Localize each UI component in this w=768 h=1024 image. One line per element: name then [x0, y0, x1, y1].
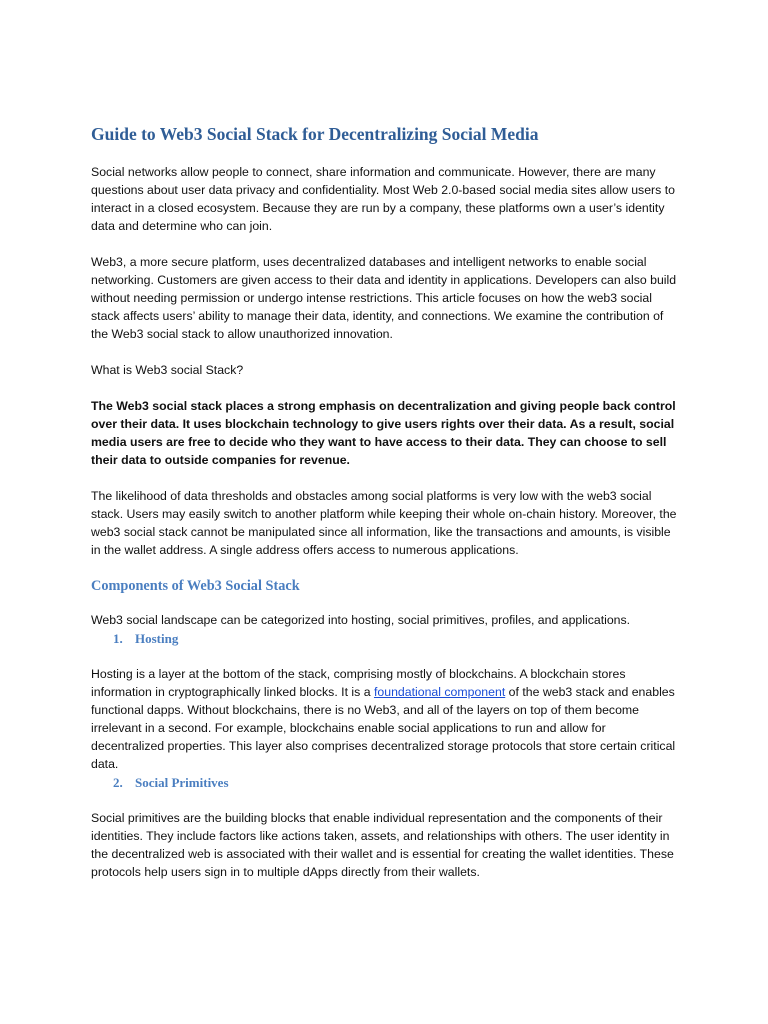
hosting-heading	[91, 629, 679, 649]
hosting-text-before-link: Hosting is a layer at the bottom of the stack, comprising mostly of blockchains. A blockchain stores information in cryptographically linked blocks. It is a	[91, 667, 626, 699]
hosting-text-after-link: of the web3 stack and enables functional dapps. Without blockchains, there is no Web3, and all of the layers on top of them become irrelevant in a second. For example, blockchains enable social applications to run and allow for decentralized properties. This layer also comprises decentralized storage protocols that store certain critical data.	[91, 685, 676, 771]
web3-paragraph: Web3, a more secure platform, uses decentralized databases and intelligent networks to enable social networking. Customers are given access to their data and identity in applications. Developers can also build without needing permission or undergo intense restrictions. This article focuses on how the web3 social stack affects users’ ability to manage their data, identity, and connections. We examine the contribution of the Web3 social stack to allow unauthorized innovation.	[91, 255, 677, 341]
landscape-paragraph: Web3 social landscape can be categorized into hosting, social primitives, profiles, and applications.	[91, 613, 631, 627]
likelihood-paragraph: The likelihood of data thresholds and obstacles among social platforms is very low with the web3 social stack. Users may easily switch to another platform while keeping their whole on-chain history. Moreover, the web3 social stack cannot be manipulated since all information, like the transactions and amounts, is visible in the wallet address. A single address offers access to numerous applications.	[91, 489, 677, 557]
question-paragraph: What is Web3 social Stack?	[91, 363, 244, 377]
foundational-component-link[interactable]: foundational component	[373, 685, 506, 699]
social-primitives-title: Social Primitives	[135, 775, 229, 790]
social-primitives-number: 2.	[113, 775, 123, 790]
hosting-paragraph	[91, 665, 679, 773]
document-title: Guide to Web3 Social Stack for Decentralizing Social Media	[91, 124, 539, 144]
document-body	[91, 122, 679, 881]
intro-paragraph: Social networks allow people to connect, share information and communicate. However, there are many questions about user data privacy and confidentiality. Most Web 2.0-based social media sites allow users to interact in a closed ecosystem. Because they are run by a company, these platforms own a user’s identity data and determine who can join.	[91, 165, 675, 233]
hosting-title: Hosting	[135, 631, 179, 646]
bold-paragraph: The Web3 social stack places a strong emphasis on decentralization and giving people back control over their data. It uses blockchain technology to give users rights over their data. As a result, social media users are free to decide who they want to have access to their data. They can choose to sell their data to outside companies for revenue.	[91, 399, 676, 467]
social-primitives-heading	[91, 773, 679, 793]
hosting-number: 1.	[113, 631, 123, 646]
components-heading: Components of Web3 Social Stack	[91, 578, 300, 594]
social-primitives-paragraph: Social primitives are the building blocks that enable individual representation and the components of their identities. They include factors like actions taken, assets, and relationships with others. The user identity in the decentralized web is associated with their wallet and is essential for creating the wallet identities. These protocols help users sign in to multiple dApps directly from their wallets.	[91, 811, 674, 879]
